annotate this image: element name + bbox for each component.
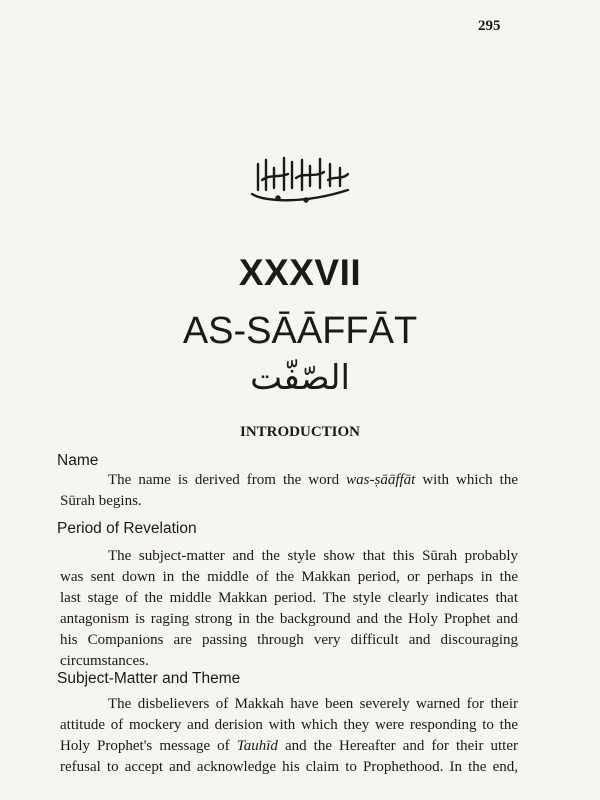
section-heading-name: Name bbox=[57, 452, 99, 469]
italic-term: Tauhīd bbox=[236, 738, 278, 754]
section-heading-period: Period of Revelation bbox=[57, 520, 197, 537]
paragraph-line: refusal to accept and acknowledge his claim to Prophethood. In the end, bbox=[60, 759, 518, 775]
paragraph-line: Holy Prophet's message of Tauhīd and the Hereafter and for their utter bbox=[60, 738, 519, 754]
paragraph-line: antagonism is raging strong in the background and the Holy Prophet and bbox=[60, 611, 518, 627]
paragraph-line: circumstances. bbox=[60, 653, 149, 669]
theme-paragraph bbox=[60, 694, 518, 778]
basmala-calligraphy bbox=[0, 150, 600, 210]
paragraph-line: was sent down in the middle of the Makkan period, or perhaps in the bbox=[60, 569, 518, 585]
name-paragraph bbox=[60, 470, 518, 512]
chapter-number: XXXVII bbox=[238, 252, 362, 293]
arabic-title: الصّفّت bbox=[250, 358, 350, 398]
paragraph-line: Sūrah begins. bbox=[60, 493, 142, 509]
period-paragraph bbox=[60, 546, 518, 672]
basmala-calligraphy-icon bbox=[244, 150, 356, 210]
surah-title: AS-SĀĀFFĀT bbox=[182, 310, 418, 352]
section-heading-theme: Subject-Matter and Theme bbox=[57, 670, 241, 687]
paragraph-line: his Companions are passing through very difficult and discouraging bbox=[60, 632, 518, 648]
introduction-heading: INTRODUCTION bbox=[239, 424, 360, 440]
paragraph-line: last stage of the middle Makkan period. The style clearly indicates that bbox=[60, 590, 518, 606]
paragraph-line: attitude of mockery and derision with which they were responding to the bbox=[60, 717, 518, 733]
paragraph-line: The disbelievers of Makkah have been severely warned for their bbox=[108, 696, 518, 712]
paragraph-line: The name is derived from the word was-ṣāāffāt with which the bbox=[108, 472, 518, 488]
italic-term: was-ṣāāffāt bbox=[346, 472, 416, 488]
paragraph-line: The subject-matter and the style show that this Sūrah probably bbox=[108, 548, 518, 564]
page-number: 295 bbox=[478, 18, 501, 34]
